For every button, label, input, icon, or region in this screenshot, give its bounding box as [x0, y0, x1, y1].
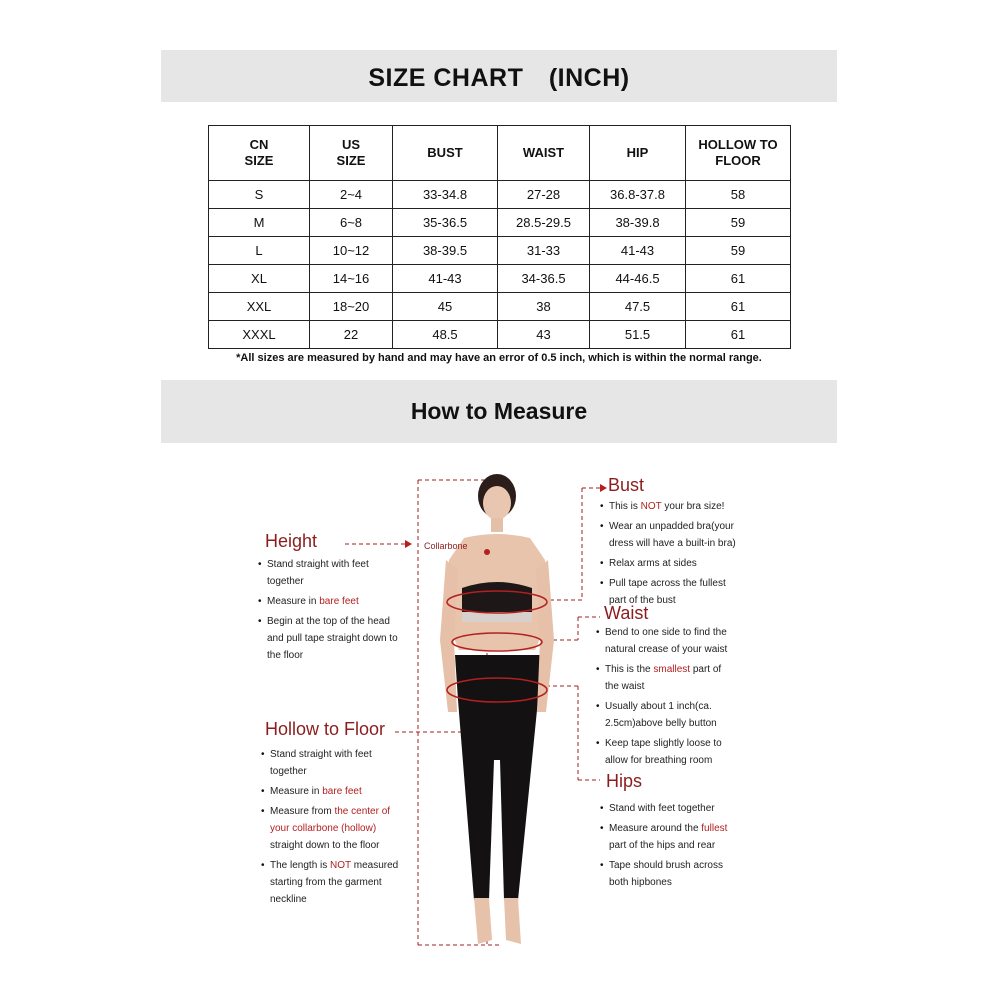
- bust-title: Bust: [608, 475, 645, 495]
- tip-text: Keep tape slightly loose to allow for breathing room: [605, 738, 722, 766]
- tip-highlight: NOT: [640, 501, 662, 512]
- tip-text: measured starting from the garment neckline: [270, 860, 399, 905]
- table-cell: 36.8-37.8: [590, 181, 686, 209]
- tip-item: [596, 661, 736, 695]
- tip-text: Pull tape across the fullest part of the bust: [609, 578, 726, 606]
- column-header-line: SIZE: [244, 153, 274, 168]
- tip-item: [261, 783, 401, 800]
- table-cell: XXL: [209, 293, 310, 321]
- tip-text: Tape should brush across both hipbones: [609, 860, 723, 888]
- tip-highlight: fullest: [701, 823, 728, 834]
- tip-text: Stand with feet together: [609, 803, 715, 814]
- table-cell: 38: [498, 293, 590, 321]
- column-header-line: US: [341, 137, 361, 152]
- table-cell: 18~20: [310, 293, 393, 321]
- table-cell: S: [209, 181, 310, 209]
- tip-highlight: bare feet: [319, 596, 359, 607]
- table-cell: 59: [686, 209, 791, 237]
- table-cell: 43: [498, 321, 590, 349]
- table-cell: 41-43: [590, 237, 686, 265]
- table-cell: 59: [686, 237, 791, 265]
- table-cell: 6~8: [310, 209, 393, 237]
- tip-item: [261, 857, 401, 908]
- tip-text: Usually about 1 inch(ca. 2.5cm)above belly button: [605, 701, 717, 729]
- tip-text: This is the: [605, 664, 654, 675]
- column-header-line: HOLLOW TO: [698, 137, 778, 152]
- tip-text: This is: [609, 501, 641, 512]
- size-chart-title: SIZE CHART (INCH): [368, 64, 630, 92]
- table-cell: 35-36.5: [393, 209, 498, 237]
- table-cell: 61: [686, 321, 791, 349]
- tip-item: [261, 746, 401, 780]
- tip-item: [596, 698, 736, 732]
- tip-item: [258, 613, 398, 664]
- tip-text: Measure around the: [609, 823, 702, 834]
- table-cell: 34-36.5: [498, 265, 590, 293]
- tip-highlight: the center of your collarbone (hollow): [270, 806, 391, 834]
- tip-text: Begin at the top of the head and pull tape straight down to the floor: [267, 616, 398, 661]
- tip-text: Measure in: [267, 596, 320, 607]
- tip-item: [600, 498, 745, 515]
- column-header-line: BUST: [427, 145, 463, 160]
- tip-item: [600, 857, 740, 891]
- tip-item: [596, 624, 736, 658]
- tip-item: [600, 555, 745, 572]
- collarbone-label: Collarbone: [424, 541, 468, 551]
- table-cell: M: [209, 209, 310, 237]
- table-cell: 22: [310, 321, 393, 349]
- height-tips: [258, 556, 398, 667]
- table-cell: 61: [686, 293, 791, 321]
- tip-item: [600, 820, 740, 854]
- tip-text: Measure in: [270, 786, 323, 797]
- table-cell: XXXL: [209, 321, 310, 349]
- tip-text: part of the waist: [605, 664, 722, 692]
- tip-item: [596, 735, 736, 769]
- column-header-line: SIZE: [336, 153, 366, 168]
- waist-title: Waist: [604, 603, 649, 623]
- table-cell: 45: [393, 293, 498, 321]
- table-cell: 38-39.5: [393, 237, 498, 265]
- tip-text: Measure from: [270, 806, 335, 817]
- column-header-line: WAIST: [522, 145, 565, 160]
- hips-tips: [600, 800, 740, 894]
- table-cell: L: [209, 237, 310, 265]
- tip-item: [261, 803, 401, 854]
- table-cell: 2~4: [310, 181, 393, 209]
- tip-item: [258, 556, 398, 590]
- tip-text: Stand straight with feet together: [267, 559, 369, 587]
- column-header-line: CN: [249, 137, 269, 152]
- tip-text: The length is: [270, 860, 331, 871]
- tip-text: Bend to one side to find the natural crease of your waist: [605, 627, 728, 655]
- height-title: Height: [265, 531, 318, 551]
- tip-highlight: smallest: [653, 664, 691, 675]
- bust-tips: [600, 498, 745, 612]
- tip-text: Stand straight with feet together: [270, 749, 372, 777]
- table-cell: 38-39.8: [590, 209, 686, 237]
- table-cell: 33-34.8: [393, 181, 498, 209]
- tip-text: Relax arms at sides: [609, 558, 697, 569]
- tip-text: your bra size!: [661, 501, 725, 512]
- table-cell: 10~12: [310, 237, 393, 265]
- hollow-to-floor-title: Hollow to Floor: [265, 719, 386, 739]
- table-cell: 44-46.5: [590, 265, 686, 293]
- tip-text: straight down to the floor: [270, 840, 380, 851]
- table-cell: 61: [686, 265, 791, 293]
- measurement-note: *All sizes are measured by hand and may have an error of 0.5 inch, which is within the normal range.: [236, 352, 762, 364]
- table-cell: 28.5-29.5: [498, 209, 590, 237]
- table-cell: 31-33: [498, 237, 590, 265]
- table-cell: 14~16: [310, 265, 393, 293]
- column-header-line: HIP: [626, 145, 649, 160]
- waist-tips: [596, 624, 736, 772]
- table-cell: 27-28: [498, 181, 590, 209]
- tip-item: [600, 518, 745, 552]
- tip-text: Wear an unpadded bra(your dress will have a built-in bra): [609, 521, 736, 549]
- hips-title: Hips: [606, 771, 643, 791]
- table-cell: 51.5: [590, 321, 686, 349]
- table-cell: 58: [686, 181, 791, 209]
- tip-highlight: bare feet: [322, 786, 362, 797]
- table-cell: 41-43: [393, 265, 498, 293]
- column-header-line: FLOOR: [715, 153, 761, 168]
- tip-item: [600, 800, 740, 817]
- table-cell: XL: [209, 265, 310, 293]
- tip-text: part of the hips and rear: [609, 840, 716, 851]
- table-cell: 48.5: [393, 321, 498, 349]
- hollow-to-floor-tips: [261, 746, 401, 911]
- tip-highlight: NOT: [330, 860, 351, 871]
- tip-item: [258, 593, 398, 610]
- table-cell: 47.5: [590, 293, 686, 321]
- how-to-measure-title: How to Measure: [410, 398, 588, 424]
